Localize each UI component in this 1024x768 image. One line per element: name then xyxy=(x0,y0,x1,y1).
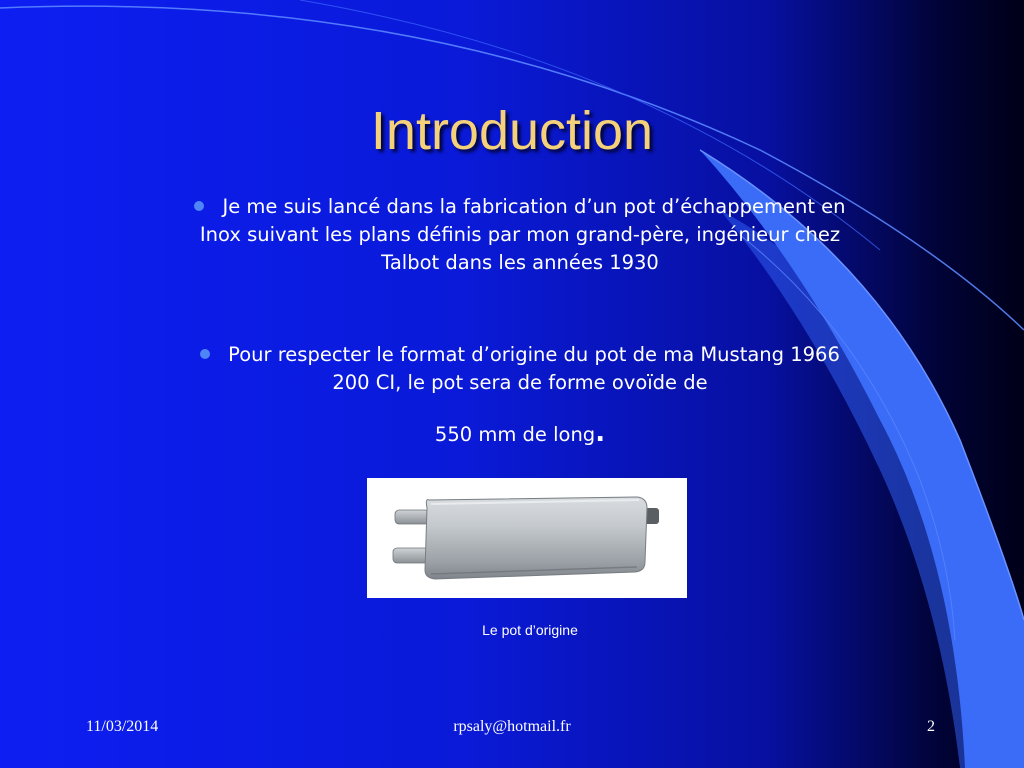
footer-date: 11/03/2014 xyxy=(86,718,159,735)
bullet-period: . xyxy=(595,418,606,448)
bullet-text-1: Je me suis lancé dans la fabrication d’un pot d’échappement en Inox suivant les plans définis par mon grand-père, ingénieur chez Talbot dans les années 1930 xyxy=(199,195,846,274)
bullet-text-2: Pour respecter le format d’origine du pot de ma Mustang 1966 200 CI, le pot sera de forme ovoïde de xyxy=(228,343,840,394)
bullet-text-2-end: 550 mm de long xyxy=(434,423,596,446)
footer-email: rpsaly@hotmail.fr xyxy=(453,718,571,735)
footer-page-number: 2 xyxy=(927,718,935,735)
bullet-item-1 xyxy=(190,193,850,277)
muffler-photo xyxy=(367,478,687,598)
muffler-icon xyxy=(367,478,687,598)
bullet-dot-icon xyxy=(194,201,204,211)
bullet-item-2 xyxy=(180,341,860,449)
bullet-dot-icon xyxy=(200,349,210,359)
slide-title: Introduction xyxy=(370,101,654,161)
image-caption: Le pot d’origine xyxy=(482,622,578,638)
